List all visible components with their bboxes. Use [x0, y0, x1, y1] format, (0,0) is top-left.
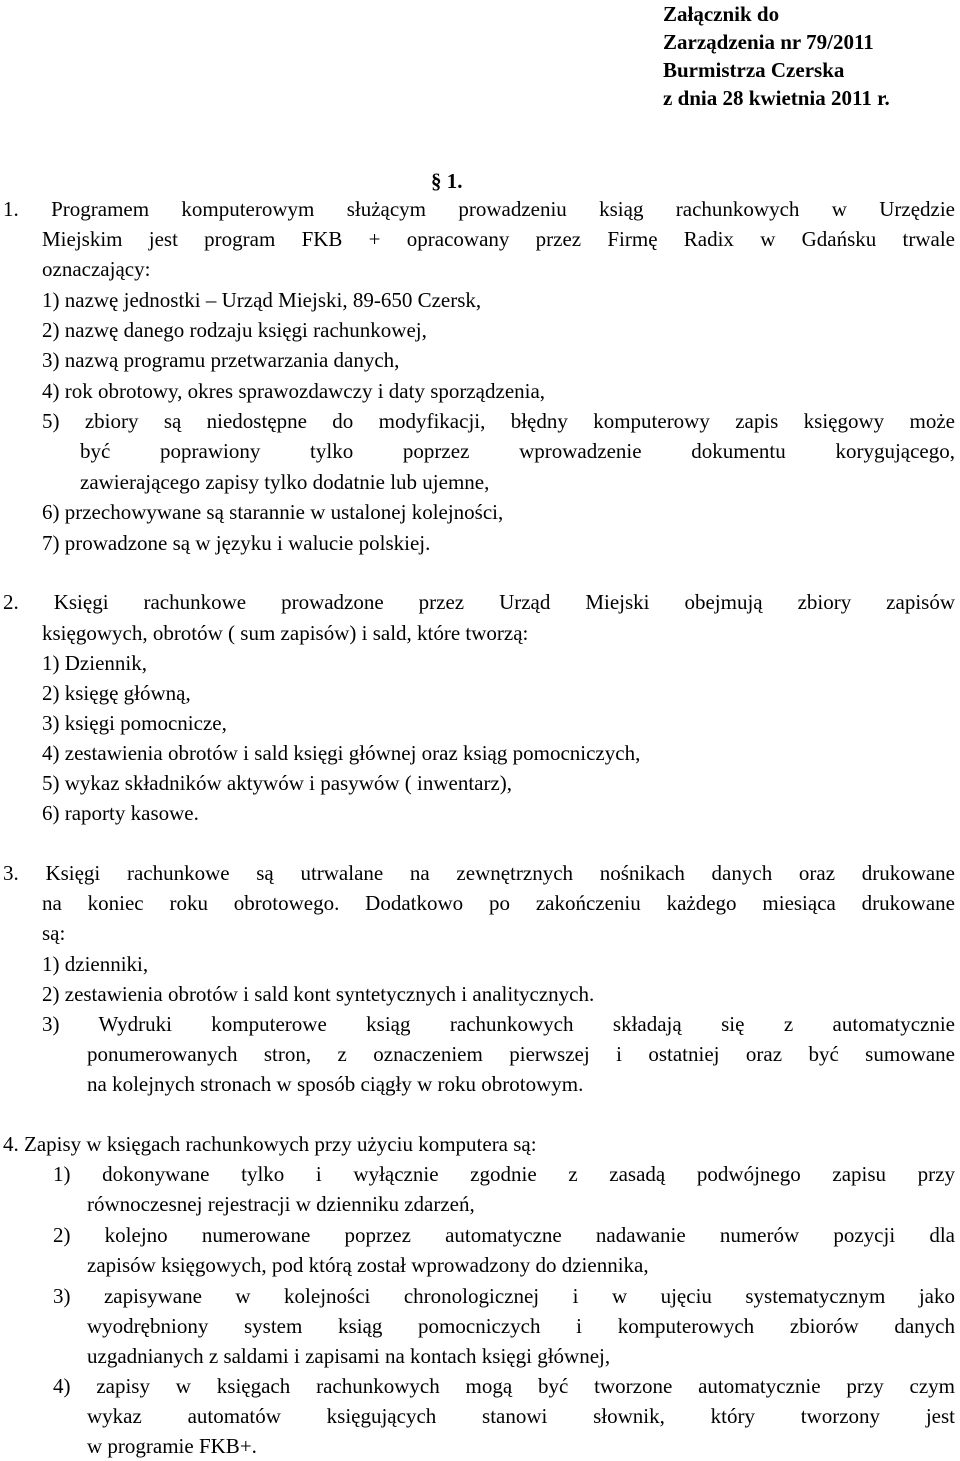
list-item: 1) dzienniki,: [42, 952, 149, 976]
list-item: 2) księgę główną,: [42, 681, 191, 705]
list-item: 4) rok obrotowy, okres sprawozdawczy i daty sporządzenia,: [42, 379, 546, 403]
list-item-continuation: być poprawiony tylko poprzez wprowadzenie dokumentu korygującego,: [80, 439, 955, 463]
annex-header: [663, 0, 890, 112]
list-item: 2) zestawienia obrotów i sald kont syntetycznych i analitycznych.: [42, 982, 595, 1006]
list-item: 2) nazwę danego rodzaju księgi rachunkowej,: [42, 318, 427, 342]
annex-line: Załącznik do: [663, 2, 780, 26]
list-item: 3) księgi pomocnicze,: [42, 711, 227, 735]
list-item: 1) Dziennik,: [42, 651, 147, 675]
section-2-line: 2. Księgi rachunkowe prowadzone przez Urząd Miejski obejmują zbiory zapisów: [3, 590, 955, 614]
list-item-continuation: ponumerowanych stron, z oznaczeniem pierwszej i ostatniej oraz być sumowane: [87, 1042, 955, 1066]
section-1-line: Miejskim jest program FKB + opracowany przez Firmę Radix w Gdańsku trwale: [42, 227, 955, 251]
section-2-line: księgowych, obrotów ( sum zapisów) i sald, które tworzą:: [42, 621, 529, 645]
paragraph-heading: § 1.: [431, 169, 463, 193]
annex-line: Burmistrza Czerska: [663, 58, 845, 82]
list-item: 3) Wydruki komputerowe ksiąg rachunkowych składają się z automatycznie: [42, 1012, 955, 1036]
annex-line: z dnia 28 kwietnia 2011 r.: [663, 86, 890, 110]
list-item: 3) nazwą programu przetwarzania danych,: [42, 348, 400, 372]
list-item: 5) wykaz składników aktywów i pasywów ( inwentarz),: [42, 771, 513, 795]
list-item: 2) kolejno numerowane poprzez automatyczne nadawanie numerów pozycji dla: [53, 1223, 955, 1247]
section-3-line: na koniec roku obrotowego. Dodatkowo po zakończeniu każdego miesiąca drukowane: [42, 891, 955, 915]
list-item-continuation: w programie FKB+.: [87, 1434, 257, 1458]
list-item-continuation: zapisów księgowych, pod którą został wprowadzony do dziennika,: [87, 1253, 649, 1277]
list-item: 6) przechowywane są starannie w ustalonej kolejności,: [42, 500, 504, 524]
list-item-continuation: równoczesnej rejestracji w dzienniku zdarzeń,: [87, 1192, 475, 1216]
list-item: 6) raporty kasowe.: [42, 801, 199, 825]
list-item-continuation: na kolejnych stronach w sposób ciągły w roku obrotowym.: [87, 1072, 584, 1096]
list-item: 5) zbiory są niedostępne do modyfikacji, błędny komputerowy zapis księgowy może: [42, 409, 955, 433]
list-item-continuation: uzgadnianych z saldami i zapisami na kontach księgi głównej,: [87, 1344, 611, 1368]
list-item-continuation: wyodrębniony system ksiąg pomocniczych i komputerowych zbiorów danych: [87, 1314, 955, 1338]
section-1-line: oznaczający:: [42, 257, 151, 281]
list-item: 1) nazwę jednostki – Urząd Miejski, 89-650 Czersk,: [42, 288, 482, 312]
list-item: 4) zestawienia obrotów i sald księgi głównej oraz ksiąg pomocniczych,: [42, 741, 641, 765]
section-3-line: są:: [42, 921, 66, 945]
list-item: 7) prowadzone są w języku i walucie polskiej.: [42, 531, 431, 555]
section-4-line: 4. Zapisy w księgach rachunkowych przy użyciu komputera są:: [3, 1132, 537, 1156]
list-item-continuation: zawierającego zapisy tylko dodatnie lub ujemne,: [80, 470, 490, 494]
section-3-line: 3. Księgi rachunkowe są utrwalane na zewnętrznych nośnikach danych oraz drukowane: [3, 861, 955, 885]
list-item-continuation: wykaz automatów księgujących stanowi słownik, który tworzony jest: [87, 1404, 955, 1428]
list-item: 1) dokonywane tylko i wyłącznie zgodnie z zasadą podwójnego zapisu przy: [53, 1162, 955, 1186]
list-item: 3) zapisywane w kolejności chronologicznej i w ujęciu systematycznym jako: [53, 1284, 955, 1308]
list-item: 4) zapisy w księgach rachunkowych mogą być tworzone automatycznie przy czym: [53, 1374, 955, 1398]
section-1-line: 1. Programem komputerowym służącym prowadzeniu ksiąg rachunkowych w Urzędzie: [3, 197, 955, 221]
annex-line: Zarządzenia nr 79/2011: [663, 30, 874, 54]
